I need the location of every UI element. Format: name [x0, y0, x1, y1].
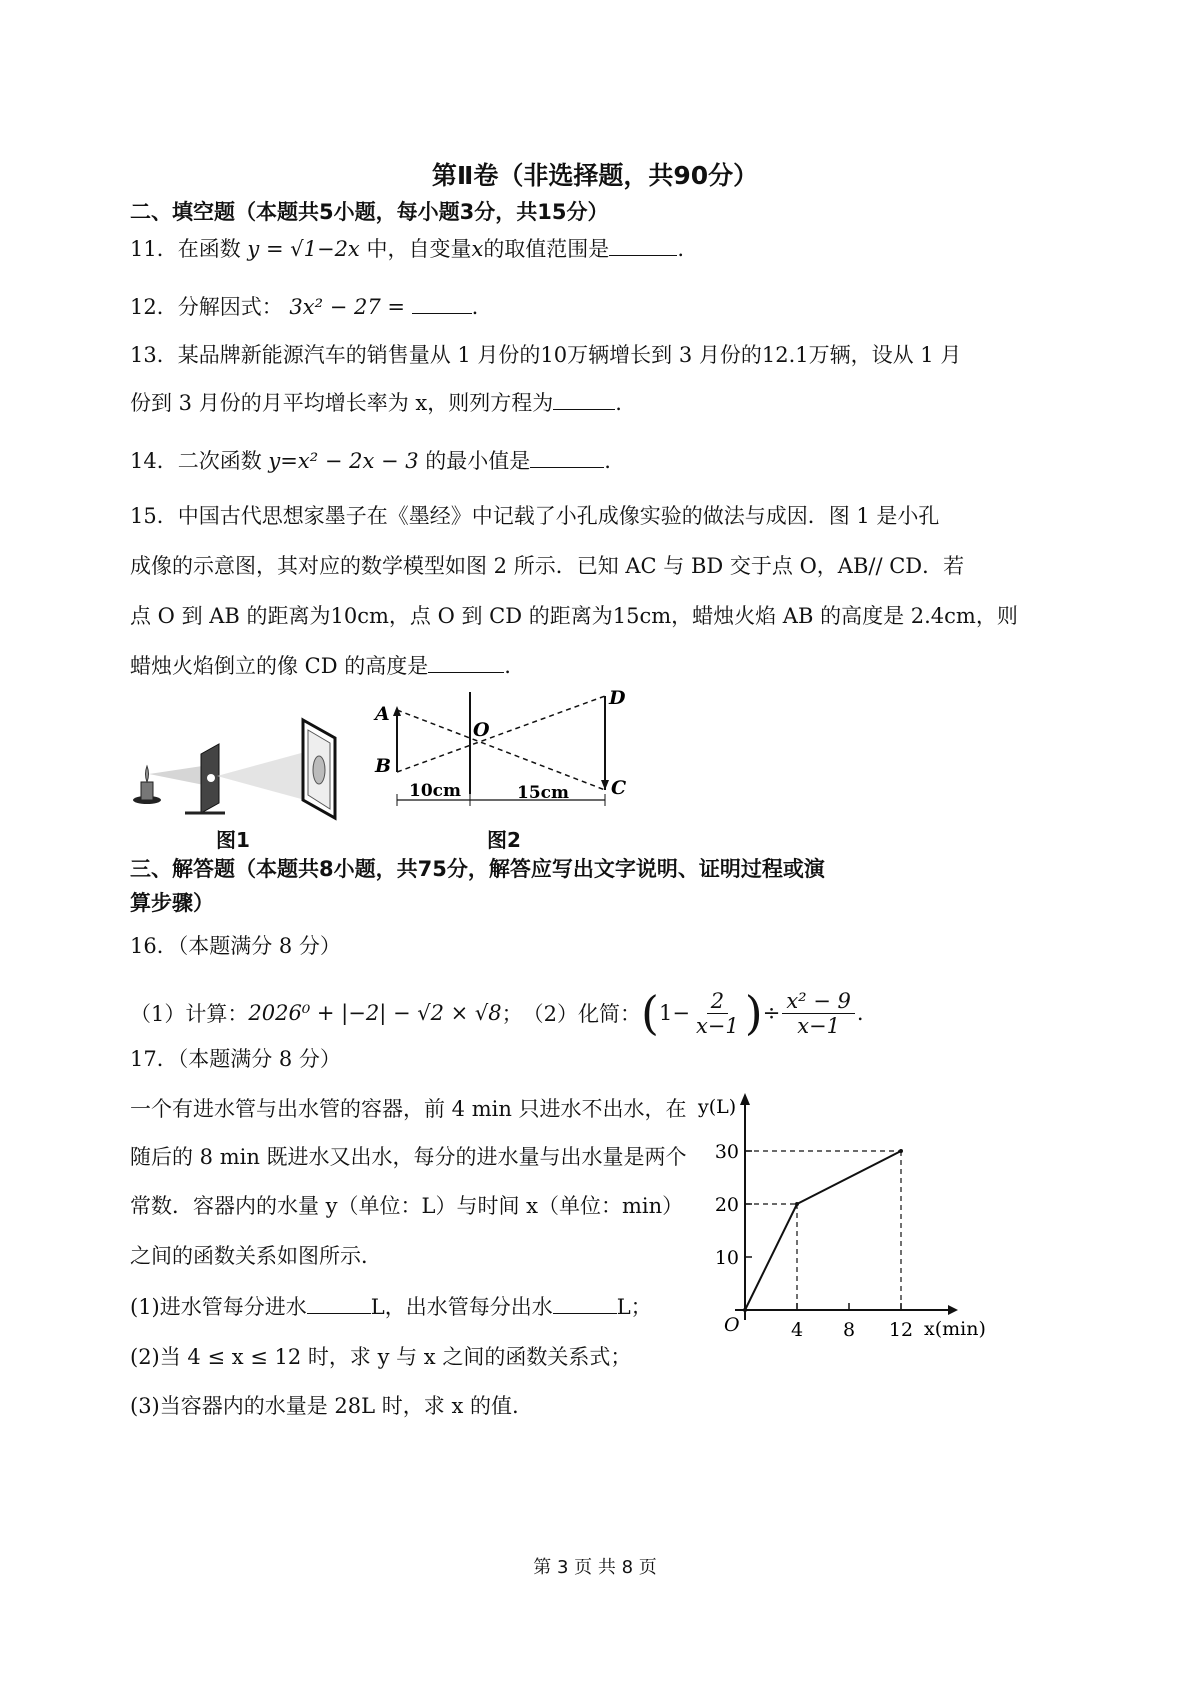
q11-variable: x [471, 237, 484, 261]
q17-outflow-blank[interactable] [553, 1295, 617, 1314]
q11-text-1: 在函数 [177, 237, 241, 261]
page-footer: 第 3 页 共 8 页 [533, 1557, 657, 1578]
q17-p1-text-b: L，出水管每分出水 [370, 1295, 553, 1319]
label-d: D [609, 687, 626, 709]
question-17-heading: 17．（本题满分 8 分） [130, 1047, 341, 1071]
question-13-line-2 [130, 387, 622, 417]
question-15-line-1: 15．中国古代思想家墨子在《墨经》中记载了小孔成像实验的做法与成因．图 1 是小孔 [130, 504, 940, 528]
question-17-part-1 [130, 1291, 652, 1321]
q17-p1-text-a: (1)进水管每分进水 [130, 1295, 307, 1319]
fraction-1 [692, 989, 743, 1038]
q12-end: . [471, 295, 479, 319]
q13-end: . [615, 391, 622, 415]
fraction-1-denominator: x−1 [695, 1013, 739, 1038]
q17-inflow-blank[interactable] [307, 1295, 371, 1314]
question-17-part-2: (2)当 4 ≤ x ≤ 12 时，求 y 与 x 之间的函数关系式； [130, 1345, 632, 1369]
right-paren: ) [744, 986, 763, 1040]
y-axis-label: y(L) [698, 1096, 737, 1118]
q12-answer-blank[interactable] [412, 295, 472, 314]
q15-text: 蜡烛火焰倒立的像 CD 的高度是 [130, 654, 429, 678]
section-fill-blank-heading: 二、填空题（本题共5小题，每小题3分，共15分） [130, 200, 609, 224]
x-tick-label-8: 8 [842, 1319, 856, 1341]
question-11 [130, 233, 684, 263]
q14-end: . [604, 449, 611, 473]
data-point-4 [795, 1202, 799, 1206]
q16-one-minus: 1− [659, 1001, 690, 1025]
q12-text: 分解因式： [177, 295, 283, 319]
section-solve-heading-line-2: 算步骤） [130, 891, 214, 915]
question-13-line-1: 13．某品牌新能源汽车的销售量从 1 月份的10万辆增长到 3 月份的12.1万辆，设从 1 月 [130, 343, 962, 367]
line-ac [397, 710, 605, 790]
fraction-1-numerator: 2 [707, 989, 728, 1014]
question-16-heading: 16．（本题满分 8 分） [130, 934, 341, 958]
q11-end: . [677, 237, 684, 261]
question-17-line-4: 之间的函数关系如图所示． [130, 1244, 382, 1268]
question-17-line-3: 常数．容器内的水量 y（单位：L）与时间 x（单位：min） [130, 1194, 684, 1218]
q12-number: 12． [130, 295, 178, 319]
label-c: C [611, 777, 627, 799]
fraction-2-numerator: x² − 9 [782, 989, 855, 1014]
x-tick-label-4: 4 [790, 1319, 804, 1341]
y-tick-label-20: 20 [714, 1194, 739, 1216]
question-15-line-4 [130, 650, 511, 680]
q17-p1-text-c: L； [616, 1295, 652, 1319]
question-17-line-2: 随后的 8 min 既进水又出水，每分的进水量与出水量是两个 [130, 1145, 687, 1169]
y-axis-arrow [740, 1093, 750, 1105]
distance-10cm: 10cm [409, 781, 461, 801]
figure-1-caption: 图1 [216, 828, 250, 852]
q11-text-3: 的取值范围是 [483, 237, 610, 261]
question-16-parts [130, 986, 864, 1040]
q11-number: 11． [130, 237, 178, 261]
series-line-water-volume [745, 1151, 901, 1310]
q14-answer-blank[interactable] [530, 449, 604, 468]
question-12 [130, 291, 478, 321]
line-bd [397, 696, 605, 772]
section-solve-heading-line-1: 三、解答题（本题共8小题，共75分，解答应写出文字说明、证明过程或演 [130, 857, 825, 881]
q11-answer-blank[interactable] [609, 237, 677, 256]
data-point-12 [899, 1149, 903, 1153]
fraction-2-denominator: x−1 [797, 1013, 841, 1038]
left-paren: ( [641, 986, 659, 1040]
q16-part2-label: （2）化简： [522, 1002, 642, 1026]
question-17-line-1: 一个有进水管与出水管的容器，前 4 min 只进水不出水，在 [130, 1097, 687, 1121]
label-o: O [473, 719, 490, 741]
q14-text-2: 的最小值是 [425, 449, 531, 473]
fraction-2 [782, 989, 855, 1038]
q14-formula: y=x² − 2x − 3 [268, 449, 419, 473]
label-b: B [375, 755, 392, 777]
q16-part1-label: （1）计算： [130, 1002, 249, 1026]
label-a: A [375, 703, 390, 725]
data-point-0 [743, 1308, 747, 1312]
figure-2-caption: 图2 [487, 828, 521, 852]
distance-15cm: 15cm [517, 783, 569, 803]
question-15-line-3: 点 O 到 AB 的距离为10cm，点 O 到 CD 的距离为15cm，蜡烛火焰 AB 的高度是 2.4cm，则 [130, 604, 1018, 628]
q15-answer-blank[interactable] [428, 654, 504, 673]
figure-1-pinhole-illustration [125, 708, 355, 823]
q13-text: 份到 3 月份的月平均增长率为 x，则列方程为 [130, 391, 554, 415]
figure-2-geometry-model [365, 682, 640, 812]
water-volume-chart [690, 1085, 990, 1345]
q15-end: . [504, 654, 511, 678]
question-14 [130, 445, 611, 475]
q16-end: . [856, 1001, 864, 1025]
q16-part1-expression: 2026⁰ + |−2| − √2 × √8 [248, 1001, 502, 1025]
q16-separator: ； [501, 1002, 523, 1026]
x-axis-arrow [948, 1305, 958, 1315]
q12-formula: 3x² − 27 = [289, 295, 405, 319]
origin-label: O [724, 1314, 740, 1336]
y-tick-label-10: 10 [714, 1247, 739, 1269]
y-tick-label-30: 30 [714, 1141, 739, 1163]
q16-divide: ÷ [762, 1001, 781, 1025]
q13-answer-blank[interactable] [553, 391, 615, 410]
q14-text-1: 二次函数 [177, 449, 262, 473]
q11-formula: y = √1−2x [247, 237, 360, 261]
q14-number: 14． [130, 449, 178, 473]
q11-text-2: 中，自变量 [366, 237, 472, 261]
x-tick-label-12: 12 [888, 1319, 914, 1341]
x-axis-label: x(min) [924, 1318, 986, 1340]
question-15-line-2: 成像的示意图，其对应的数学模型如图 2 所示．已知 AC 与 BD 交于点 O，AB// CD．若 [130, 554, 965, 578]
page-title: 第Ⅱ卷（非选择题，共90分） [431, 161, 759, 190]
question-17-part-3: (3)当容器内的水量是 28L 时，求 x 的值. [130, 1394, 519, 1418]
